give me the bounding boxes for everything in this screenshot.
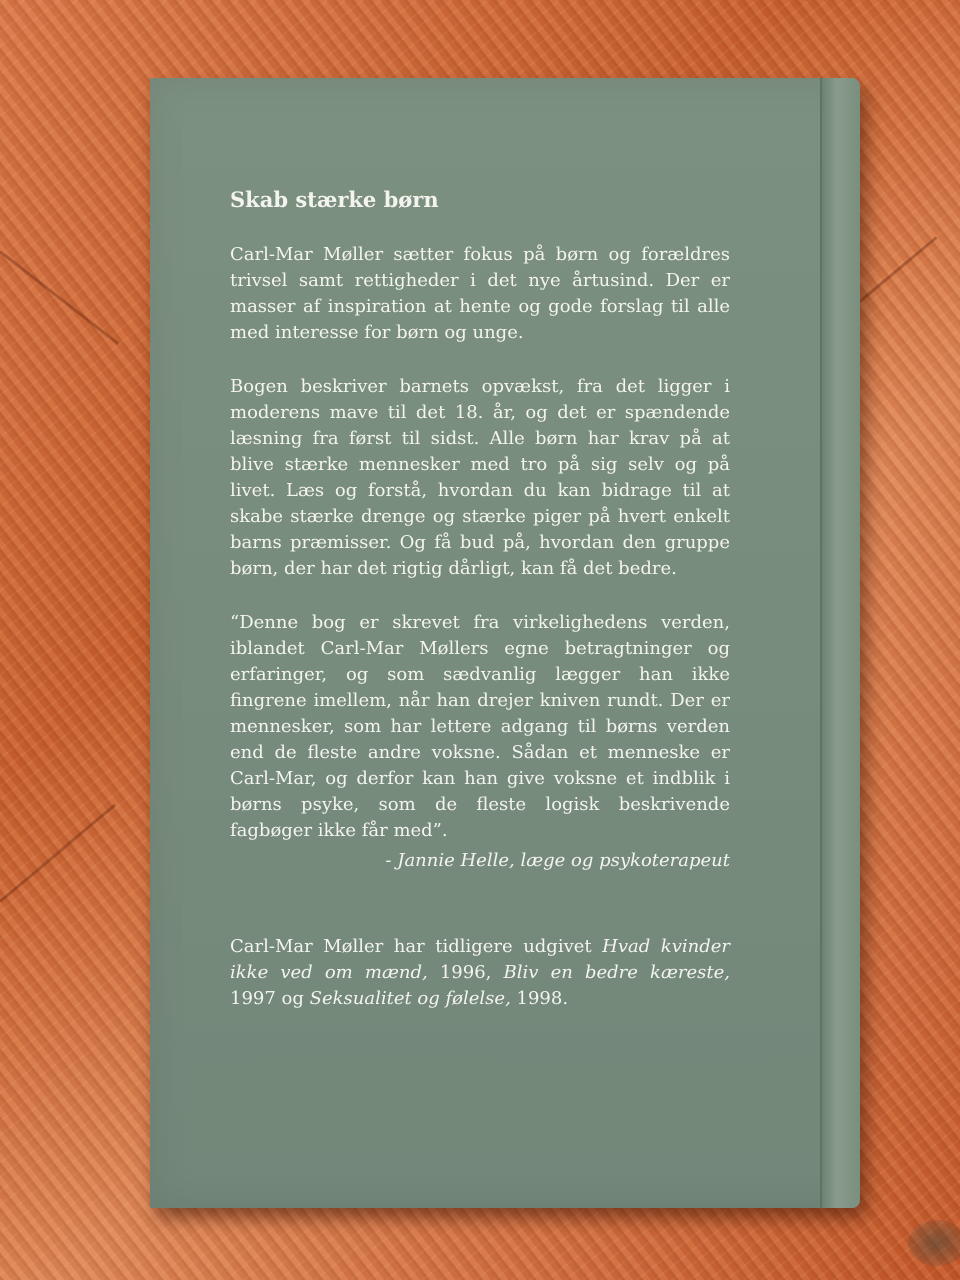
bio-year: 1998.: [510, 988, 569, 1009]
review-quote: “Denne bog er skrevet fra virkelighedens verden, iblandet Carl-Mar Møllers egne betragtninger og erfaringer, og som sædvanlig lægger han ikke fingrene imellem, når han drejer kniven rundt. Der er mennesker, som har lettere adgang til børns verden end de fleste andre voksne. Sådan et menneske er Carl-Mar, og derfor kan han give voksne et indblik i børns psyke, som de fleste logisk beskrivende fagbøger ikke får med”.: [230, 612, 730, 841]
bio-book-title: Bliv en bedre kæreste,: [503, 962, 730, 983]
floor-seam: [859, 236, 938, 303]
book-spine-edge: [820, 78, 860, 1208]
book-back-cover: [150, 78, 860, 1208]
bio-year: 1997 og: [230, 988, 310, 1009]
floor-seam: [0, 250, 119, 345]
bio-book-title: Seksualitet og følelse,: [309, 988, 511, 1009]
cover-smudge: [908, 1220, 960, 1266]
cover-text: [230, 186, 730, 1012]
book-title: Skab stærke børn: [230, 187, 439, 212]
bio-intro: Carl-Mar Møller har tidligere udgivet: [230, 936, 603, 957]
description-paragraph: Carl-Mar Møller sætter fokus på børn og forældres trivsel samt rettigheder i det nye årtusind. Der er masser af inspiration at hente og gode forslag til alle med interesse for børn og unge.: [230, 244, 730, 343]
author-bio: [230, 934, 730, 1012]
bio-book-title: Hvad kvinder ikke ved om mænd,: [230, 936, 730, 983]
quote-attribution: - Jannie Helle, læge og psykoterapeut: [385, 850, 730, 871]
bio-year: 1996,: [427, 962, 504, 983]
description-paragraph: Bogen beskriver barnets opvækst, fra det ligger i moderens mave til det 18. år, og det er spændende læsning fra først til sidst. Alle børn har krav på at blive stærke mennesker med tro på sig selv og på livet. Læs og forstå, hvordan du kan bidrage til at skabe stærke drenge og stærke piger på hvert enkelt barns præmisser. Og få bud på, hvordan den gruppe børn, der har det rigtig dårligt, kan få det bedre.: [230, 376, 730, 579]
floor-seam: [0, 804, 116, 903]
